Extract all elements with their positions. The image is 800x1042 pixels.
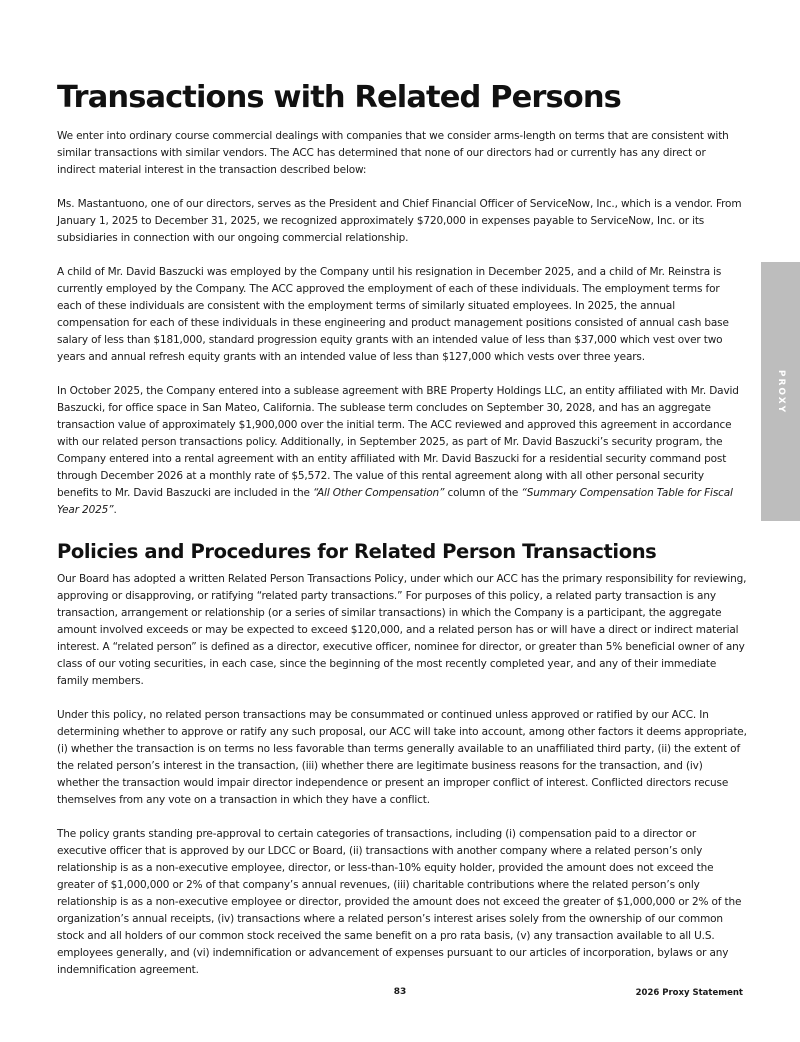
paragraph-intro: We enter into ordinary course commercial dealings with companies that we consider arms-length on terms that are consistent with similar transactions with similar vendors. The ACC has determined that none of our directors had or currently has any direct or indirect material interest in the transaction described below: xyxy=(57,130,729,176)
paragraph-employment: A child of Mr. David Baszucki was employed by the Company until his resignation in December 2025, and a child of Mr. Reinstra is currently employed by the Company. The ACC approved the employment of each of these individuals. The employment terms for each of these individuals are consistent with the employment terms of similarly situated employees. In 2025, the annual compensation for each of these individuals in these engineering and product management positions consisted of annual cash base salary of less than $181,000, standard progression equity grants with an intended value of less than $37,000 which vest over two years and annual refresh equity grants with an intended value of less than $127,000 which vests over three years. xyxy=(57,266,729,363)
summary-compensation-table-ref: “Summary Compensation Table for Fiscal Year 2025” xyxy=(57,487,733,516)
page-number: 83 xyxy=(393,987,407,997)
paragraph-mastantuono: Ms. Mastantuono, one of our directors, serves as the President and Chief Financial Officer of ServiceNow, Inc., which is a vendor. From January 1, 2025 to December 31, 2025, we recognized approximately $720,000 in expenses payable to ServiceNow, Inc. or its subsidiaries in connection with our ongoing commercial relationship. xyxy=(57,198,742,244)
page-content xyxy=(57,78,747,996)
paragraph-preapproval: The policy grants standing pre-approval to certain categories of transactions, including (i) compensation paid to a director or executive officer that is approved by our LDCC or Board, (ii) transactions with another company where a related person’s only relationship is as a non-executive employee, director, or less-than-10% equity holder, provided the amount does not exceed the greater of $1,000,000 or 2% of that company’s annual revenues, (iii) charitable contributions where the related person’s only relationship is as a non-executive employee or director, provided the amount does not exceed the greater of $1,000,000 or 2% of the organization’s annual receipts, (iv) transactions where a related person’s interest arises solely from the ownership of our common stock and all holders of our common stock received the same benefit on a pro rata basis, (v) any transaction available to all U.S. employees generally, and (vi) indemnification or advancement of expenses pursuant to our articles of incorporation, bylaws or any indemnification agreement. xyxy=(57,828,742,976)
sublease-text: In October 2025, the Company entered into a sublease agreement with BRE Property Holdings LLC, an entity affiliated with Mr. David Baszucki, for office space in San Mateo, California. The sublease term concludes on September 30, 2028, and has an aggregate transaction value of approximately $1,900,000 over the initial term. The ACC reviewed and approved this agreement in accordance with our related person transactions policy. Additionally, in September 2025, as part of Mr. David Baszucki’s security program, the Company entered into a rental agreement with an entity affiliated with Mr. David Baszucki for a residential security command post through December 2026 at a monthly rate of $5,572. The value of this rental agreement along with all other personal security benefits to Mr. David Baszucki are included in the xyxy=(57,385,739,499)
section-heading-policies: Policies and Procedures for Related Person Transactions xyxy=(57,540,657,563)
sublease-text-end: . xyxy=(113,504,117,516)
all-other-compensation-ref: “All Other Compensation” xyxy=(312,487,445,499)
proxy-side-tab xyxy=(761,262,800,521)
section-heading-related-persons: Transactions with Related Persons xyxy=(57,80,621,115)
sublease-text-mid: column of the xyxy=(444,487,522,499)
proxy-side-tab-label: PROXY xyxy=(775,369,786,414)
paragraph-sublease xyxy=(57,383,747,519)
paragraph-policy: Our Board has adopted a written Related Person Transactions Policy, under which our ACC has the primary responsibility for reviewing, approving or disapproving, or ratifying “related party transactions.” For purposes of this policy, a related party transaction is any transaction, arrangement or relationship (or a series of similar transactions) in which the Company is a participant, the aggregate amount involved exceeds or may be expected to exceed $120,000, and a related person has or will have a direct or indirect material interest. A “related person” is defined as a director, executive officer, nominee for director, or greater than 5% beneficial owner of any class of our voting securities, in each case, since the beginning of the most recently completed year, and any of their immediate family members. xyxy=(57,573,747,687)
paragraph-approval: Under this policy, no related person transactions may be consummated or continued unless approved or ratified by our ACC. In determining whether to approve or ratify any such proposal, our ACC will take into account, among other factors it deems appropriate, (i) whether the transaction is on terms no less favorable than terms generally available to an unaffiliated third party, (ii) the extent of the related person’s interest in the transaction, (iii) whether there are legitimate business reasons for the transaction, and (iv) whether the transaction would impair director independence or present an improper conflict of interest. Conflicted directors recuse themselves from any vote on a transaction in which they have a conflict. xyxy=(57,709,747,806)
document-title: 2026 Proxy Statement xyxy=(635,988,743,998)
